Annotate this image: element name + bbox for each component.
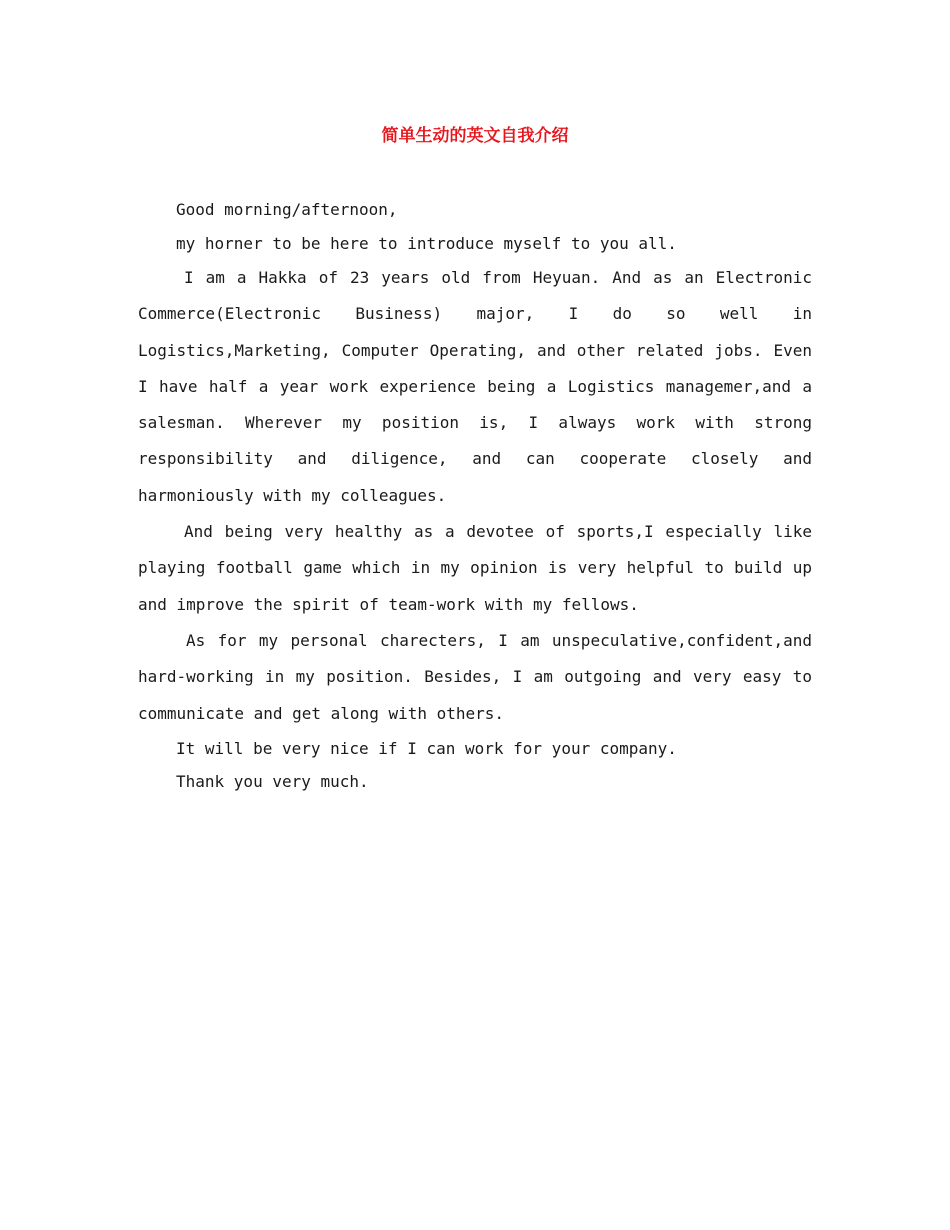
closing-paragraph: It will be very nice if I can work for your company.: [176, 738, 677, 758]
document-body: [138, 193, 812, 799]
thanks-paragraph: Thank you very much.: [176, 772, 369, 792]
character-paragraph: As for my personal charecters, I am unspeculative,confident,and hard-working in my position. Besides, I am outgoing and very easy to communicate and get along with others.: [138, 630, 812, 723]
sports-paragraph: And being very healthy as a devotee of sports,I especially like playing football game which in my opinion is very helpful to build up and improve the spirit of team-work with my fellows.: [138, 522, 812, 614]
greeting-paragraph: Good morning/afternoon,: [176, 200, 398, 219]
opening-paragraph: my horner to be here to introduce myself to you all.: [176, 233, 677, 253]
document-title: 简单生动的英文自我介绍: [381, 126, 569, 146]
background-paragraph: I am a Hakka of 23 years old from Heyuan. And as an Electronic Commerce(Electronic Business) major, I do so well in Logistics,Marketing, Computer Operating, and other related jobs. Even I have half a year work experience being a Logistics managemer,and a salesman. Wherever my position is, I always work with strong responsibility and diligence, and can cooperate closely and harmoniously with my colleagues.: [138, 268, 812, 505]
